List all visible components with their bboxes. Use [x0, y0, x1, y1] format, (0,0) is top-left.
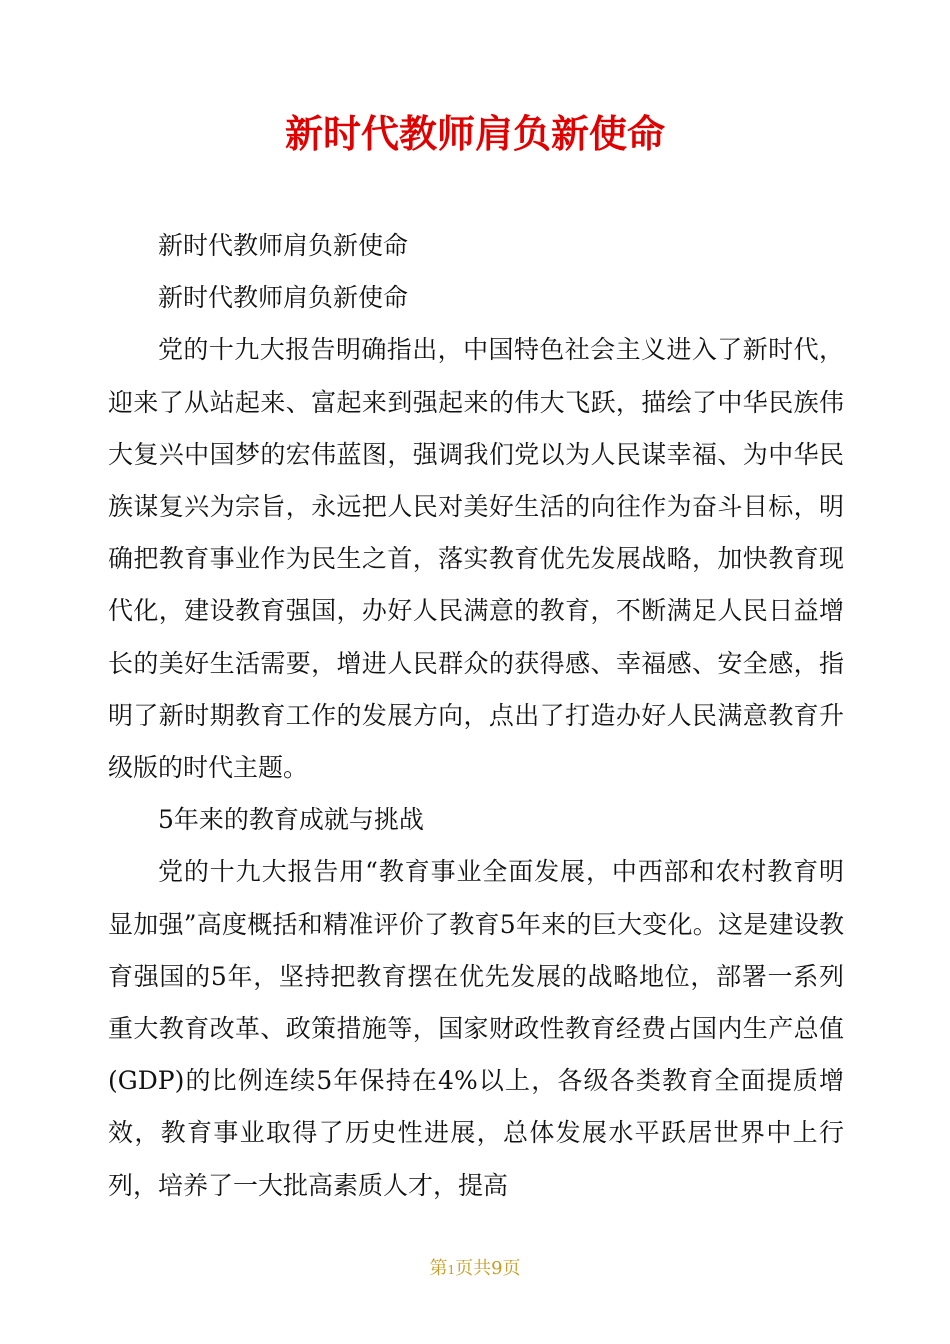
page-footer [0, 1257, 950, 1282]
section-heading: 5年来的教育成就与挑战 [158, 805, 424, 835]
document-title: 新时代教师肩负新使命 [284, 112, 665, 156]
footer-suffix: 页 [502, 1258, 521, 1279]
current-page-number: 1 [447, 1263, 456, 1277]
footer-prefix: 第 [429, 1258, 448, 1279]
document-body [108, 220, 844, 1212]
paragraph: 新时代教师肩负新使命 [158, 283, 409, 313]
paragraph: 党的十九大报告明确指出，中国特色社会主义进入了新时代，迎来了从站起来、富起来到强起来的伟大飞跃，描绘了中华民族伟大复兴中国梦的宏伟蓝图，强调我们党以为人民谋幸福、为中华民族谋复兴为宗旨，永远把人民对美好生活的向往作为奋斗目标，明确把教育事业作为民生之首，落实教育优先发展战略，加快教育现代化，建设教育强国，办好人民满意的教育，不断满足人民日益增长的美好生活需要，增进人民群众的获得感、幸福感、安全感，指明了新时期教育工作的发展方向，点出了打造办好人民满意教育升级版的时代主题。 [108, 335, 844, 783]
paragraph: 新时代教师肩负新使命 [158, 231, 409, 260]
footer-middle: 页共 [455, 1258, 492, 1279]
paragraph: 党的十九大报告用“教育事业全面发展，中西部和农村教育明显加强”高度概括和精准评价了教育5年来的巨大变化。这是建设教育强国的5年，坚持把教育摆在优先发展的战略地位，部署一系列重大教育改革、政策措施等，国家财政性教育经费占国内生产总值(GDP)的比例连续5年保持在4%以上，各级各类教育全面提质增效，教育事业取得了历史性进展，总体发展水平跃居世界中上行列，培养了一大批高素质人才，提高 [108, 857, 844, 1200]
total-page-count: 9 [491, 1258, 503, 1279]
